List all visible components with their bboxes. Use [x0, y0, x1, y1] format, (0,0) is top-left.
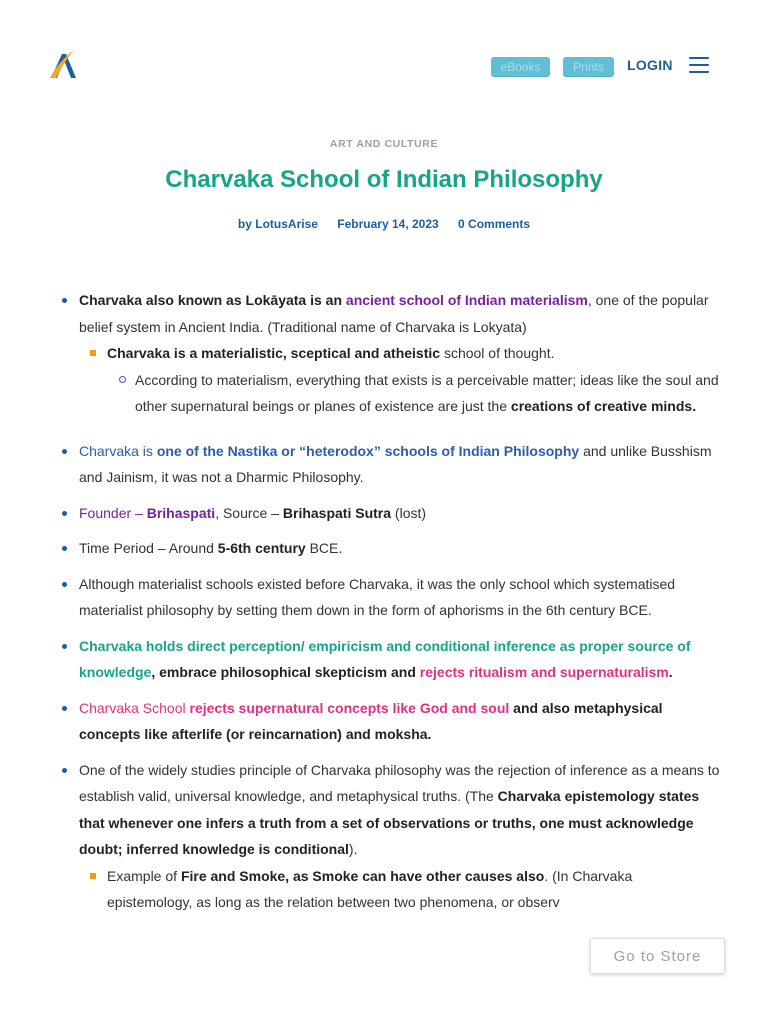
list-item: Charvaka holds direct perception/ empiricism and conditional inference as proper source of knowledge, embrace philosophical skepticism and rejects ritualism and supernaturalism. — [60, 633, 720, 686]
date-link[interactable]: February 14, 2023 — [337, 217, 439, 231]
prints-button[interactable]: Prints — [563, 57, 614, 77]
list-item: According to materialism, everything that exists is a perceivable matter; ideas like the soul and other supernatural beings or planes of existence are just the creations of creative minds. — [79, 367, 720, 420]
go-to-store-button[interactable]: Go to Store — [590, 938, 725, 974]
article-meta — [0, 217, 768, 231]
list-item: Charvaka School rejects supernatural concepts like God and soul and also metaphysical concepts like afterlife (or reincarnation) and moksha. — [60, 695, 720, 748]
ebooks-button[interactable]: eBooks — [491, 57, 550, 77]
list-item: Charvaka is one of the Nastika or “heterodox” schools of Indian Philosophy and unlike Busshism and Jainism, it was not a Dharmic Philosophy. — [60, 438, 720, 491]
author-link[interactable]: by LotusArise — [237, 217, 318, 231]
list-item: One of the widely studies principle of Charvaka philosophy was the rejection of inference as a means to establish valid, universal knowledge, and metaphysical truths. (The Charvaka epistemology states that whenever one infers a truth from a set of observations or truths, one must acknowledge doubt; inferred knowledge is conditional). Example of Fire and Smoke, as Smoke can have other causes also. (In Charvaka epistemology, as long as the relation between two phenomena, or observ — [60, 757, 720, 916]
list-item: Charvaka also known as Lokāyata is an ancient school of Indian materialism, one of the popular belief system in Ancient India. (Traditional name of Charvaka is Lokyata) Charvaka is a materialistic, sceptical and atheistic school of thought. According to materialism, everything that exists is a perceivable matter; ideas like the soul and other supernatural beings or planes of existence are just the creations of creative minds. — [60, 287, 720, 420]
article-category[interactable]: ART AND CULTURE — [329, 138, 439, 150]
login-link[interactable]: LOGIN — [627, 57, 673, 73]
article-content — [60, 287, 720, 925]
site-logo[interactable] — [48, 48, 78, 82]
list-item: Example of Fire and Smoke, as Smoke can have other causes also. (In Charvaka epistemology, as long as the relation between two phenomena, or observ — [79, 863, 720, 916]
hamburger-menu-icon[interactable] — [689, 57, 709, 73]
list-item: Founder – Brihaspati, Source – Brihaspati Sutra (lost) — [60, 500, 720, 527]
comments-link[interactable]: 0 Comments — [458, 217, 531, 231]
list-item: Charvaka is a materialistic, sceptical and atheistic school of thought. According to materialism, everything that exists is a perceivable matter; ideas like the soul and other supernatural beings or planes of existence are just the creations of creative minds. — [79, 340, 720, 420]
list-item: Although materialist schools existed before Charvaka, it was the only school which systematised materialist philosophy by setting them down in the form of aphorisms in the 6th century BCE. — [60, 571, 720, 624]
page-title: Charvaka School of Indian Philosophy — [165, 166, 603, 193]
site-header — [0, 0, 768, 110]
list-item: Time Period – Around 5-6th century BCE. — [60, 535, 720, 562]
